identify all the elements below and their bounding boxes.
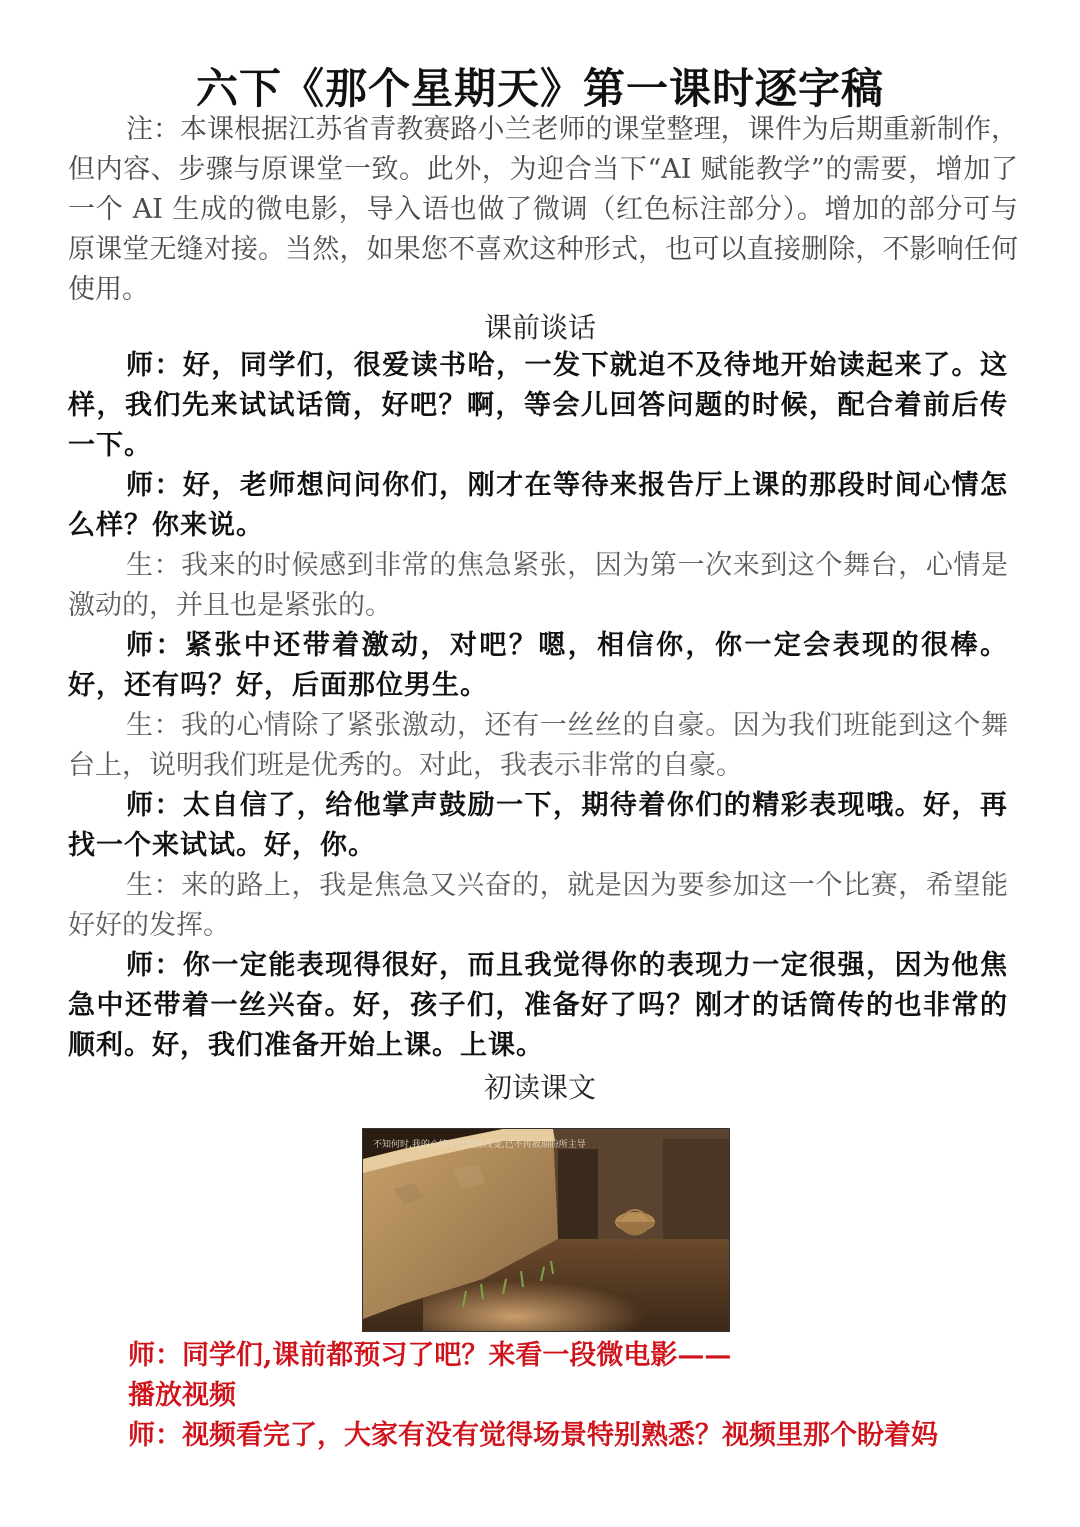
teacher-line: 师：好，同学们，很爱读书哈，一发下就迫不及待地开始读起来了。这样，我们先来试试话筒，好吧？啊，等会儿回答问题的时候，配合着前后传一下。 <box>68 350 1008 461</box>
page-title: 六下《那个星期天》第一课时逐字稿 <box>195 64 884 113</box>
red-teacher-line: 师：视频看完了，大家有没有觉得场景特别熟悉？视频里那个盼着妈 <box>128 1420 938 1451</box>
red-play-video-line: 播放视频 <box>128 1380 236 1411</box>
student-line: 生：我来的时候感到非常的焦急紧张，因为第一次来到这个舞台，心情是激动的，并且也是紧张的。 <box>68 550 1008 621</box>
teacher-line: 师：好，老师想问问你们，刚才在等待来报告厅上课的那段时间心情怎么样？你来说。 <box>68 470 1008 541</box>
video-subtitle: 不知何时,我的心情早已悄然改变,已不再被期盼所主导 <box>373 1140 586 1150</box>
section-heading-pre-class-talk: 课前谈话 <box>483 311 596 344</box>
student-line: 生：来的路上，我是焦急又兴奋的，就是因为要参加这一个比赛，希望能好好的发挥。 <box>68 870 1008 941</box>
student-line: 生：我的心情除了紧张激动，还有一丝丝的自豪。因为我们班能到这个舞台上，说明我们班是优秀的。对此，我表示非常的自豪。 <box>68 710 1008 781</box>
teacher-line: 师：紧张中还带着激动，对吧？嗯，相信你，你一定会表现的很棒。好，还有吗？好，后面那位男生。 <box>68 630 1008 701</box>
teacher-line: 师：太自信了，给他掌声鼓励一下，期待着你们的精彩表现哦。好，再找一个来试试。好，你。 <box>68 790 1008 861</box>
intro-note: 注：本课根据江苏省青教赛路小兰老师的课堂整理，课件为后期重新制作，但内容、步骤与原课堂一致。此外，为迎合当下“AI 赋能教学”的需要，增加了一个 AI 生成的微电影，导入语也做了微调（红色标注部分）。增加的部分可与原课堂无缝对接。当然，如果您不喜欢这种形式，也可以直接删除，不影响任何使用。 <box>68 114 1018 305</box>
section-heading-first-reading: 初读课文 <box>483 1071 596 1104</box>
video-still-image <box>362 1128 730 1332</box>
courtyard-scene-illustration <box>363 1129 729 1331</box>
red-teacher-line: 师：同学们,课前都预习了吧？来看一段微电影—— <box>128 1340 732 1371</box>
dialog-block <box>68 346 1008 1066</box>
teacher-line: 师：你一定能表现得很好，而且我觉得你的表现力一定很强，因为他焦急中还带着一丝兴奋。好，孩子们，准备好了吗？刚才的话筒传的也非常的顺利。好，我们准备开始上课。上课。 <box>68 950 1008 1061</box>
